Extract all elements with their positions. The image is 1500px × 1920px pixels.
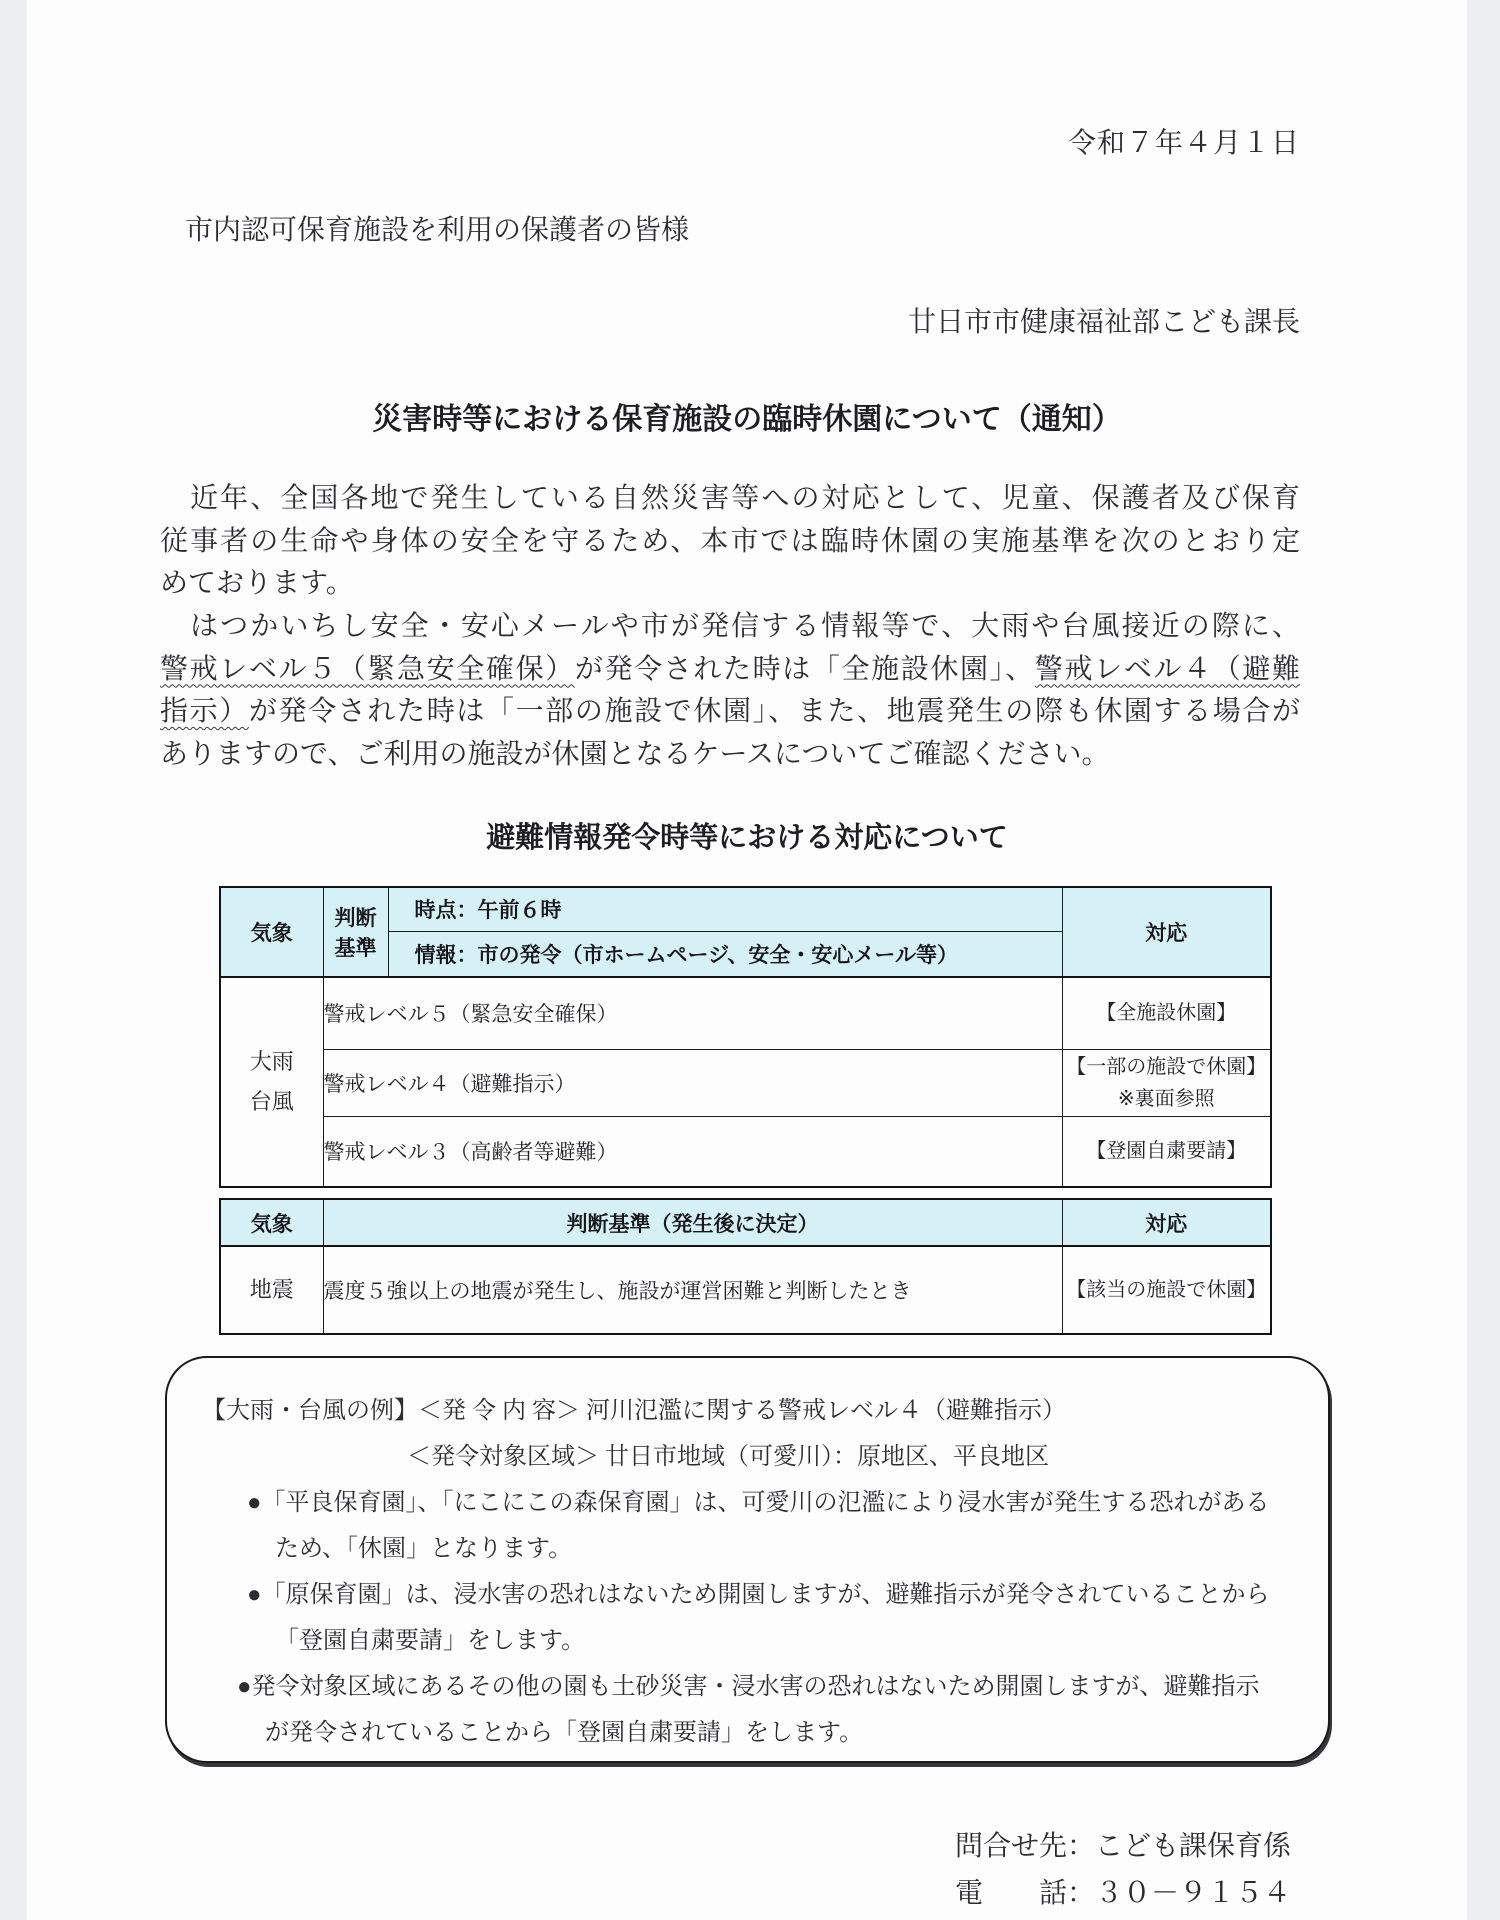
example-line-target-area: ＜発令対象区域＞ 廿日市地域（可愛川）：原地区、平良地区 <box>407 1444 1049 1470</box>
earthquake-response-table <box>219 1198 1272 1335</box>
example-bullet-2-line-1: ●「原保育園」は、浸水害の恐れはないため開園しますが、避難指示が発令されていることから <box>247 1582 1270 1608</box>
document-title: 災害時等における保育施設の臨時休園について（通知） <box>372 403 1122 436</box>
table1-criteria-info: 情報：市の発令（市ホームページ、安全・安心メール等） <box>388 931 1062 977</box>
table1-criteria-time: 時点：午前６時 <box>388 887 1062 931</box>
table1-level3-response: 【登園自粛要請】 <box>1062 1116 1271 1187</box>
table1-weather-header: 気象 <box>220 887 323 977</box>
example-bullet-2-line-2: 「登園自粛要請」をします。 <box>275 1628 586 1654</box>
table2-row-earthquake <box>220 1246 1271 1334</box>
example-bullet-1-line-2: ため、「休園」となります。 <box>275 1536 573 1562</box>
table1-row-level5 <box>220 977 1271 1049</box>
table1-response-header: 対応 <box>1062 887 1271 977</box>
table2-earthquake-response: 【該当の施設で休園】 <box>1062 1246 1271 1334</box>
recipient-line: 市内認可保育施設を利用の保護者の皆様 <box>185 215 690 246</box>
photo-left-margin <box>0 0 28 1920</box>
sender-line: 廿日市市健康福祉部こども課長 <box>907 307 1300 338</box>
footer-phone: 電 話：３０－９１５４ <box>955 1878 1292 1909</box>
footer-contact-block <box>955 1823 1291 1917</box>
weather-response-table <box>219 886 1272 1188</box>
table2-weather-label: 地震 <box>220 1246 323 1334</box>
table1-weather-label: 大雨 台風 <box>220 977 323 1187</box>
table2-weather-header: 気象 <box>220 1199 323 1246</box>
section-heading: 避難情報発令時等における対応について <box>486 822 1008 854</box>
document-page <box>27 0 1467 1920</box>
example-bullet-3-line-2: が発令されていることから「登園自粛要請」をします。 <box>265 1720 864 1746</box>
intro-paragraph: 近年、全国各地で発生している自然災害等への対応として、児童、保護者及び保育 従事者の生命や身体の安全を守るため、本市では臨時休園の実施基準を次のとおり定 めております。 <box>160 483 1300 599</box>
table1-level3-criteria: 警戒レベル３（高齢者等避難） <box>323 1116 1062 1187</box>
document-date: 令和７年４月１日 <box>1067 128 1300 159</box>
example-bullet-3-line-1: ●発令対象区域にあるその他の園も土砂災害・浸水害の恐れはないため開園しますが、避難指示 <box>237 1674 1260 1700</box>
example-bullet-1-line-1: ●「平良保育園」、「にこにこの森保育園」は、可愛川の氾濫により浸水害が発生する恐れがある <box>247 1490 1270 1516</box>
table1-header-row-1 <box>220 887 1271 931</box>
table1-row-level3 <box>220 1116 1271 1187</box>
table1-level5-response: 【全施設休園】 <box>1062 977 1271 1049</box>
photo-right-margin <box>1466 0 1500 1920</box>
example-box <box>165 1356 1330 1763</box>
table2-earthquake-criteria: 震度５強以上の地震が発生し、施設が運営困難と判断したとき <box>323 1246 1062 1334</box>
table2-header-row <box>220 1199 1271 1246</box>
alert-level-paragraph: はつかいちし安全・安心メールや市が発信する情報等で、大雨や台風接近の際に、 警戒レベル５（緊急安全確保）が発令された時は「全施設休園」、警戒レベル４（避難 指示）が発令された時は「一部の施設で休園」、また、地震発生の際も休園する場合が ありますので、ご利用の施設が休園となるケースについてご確認ください。 <box>160 611 1300 770</box>
table1-level4-response: 【一部の施設で休園】 ※裏面参照 <box>1062 1049 1271 1116</box>
table1-level4-criteria: 警戒レベル４（避難指示） <box>323 1049 1062 1116</box>
table2-criteria-header: 判断基準（発生後に決定） <box>323 1199 1062 1246</box>
table2-response-header: 対応 <box>1062 1199 1271 1246</box>
footer-contact: 問合せ先：こども課保育係 <box>955 1831 1292 1862</box>
example-line-header: 【大雨・台風の例】＜発 令 内 容＞ 河川氾濫に関する警戒レベル４（避難指示） <box>202 1398 1066 1424</box>
table1-level5-criteria: 警戒レベル５（緊急安全確保） <box>323 977 1062 1049</box>
table1-criteria-header: 判断 基準 <box>323 887 388 977</box>
table1-row-level4 <box>220 1049 1271 1116</box>
